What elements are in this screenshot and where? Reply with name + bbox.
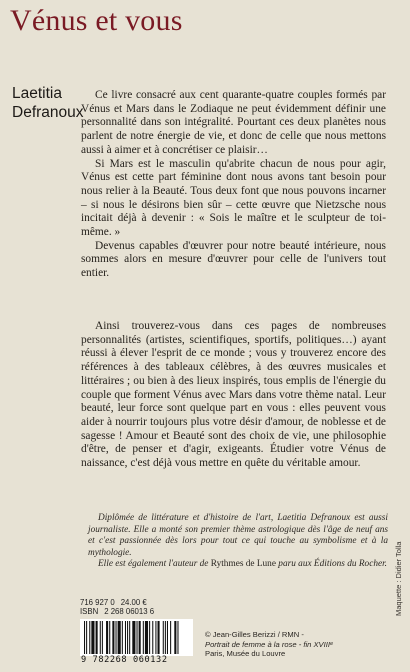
barcode-bar [143, 621, 144, 654]
barcode-bar [84, 621, 85, 654]
barcode-bar [139, 621, 141, 654]
ean-number: 9 782268 060132 [81, 655, 168, 665]
barcode-bar [174, 621, 176, 654]
barcode-bar [145, 621, 148, 654]
blurb-paragraph: Ce livre consacré aux cent quarante-quatre couples formés par Vénus et Mars dans le Zodiaque ne peut évidemment définir une personnalité dans son intégralité. Pourtant ces deux planètes nous parlent de notre énergie de vie, et donc de celle que nous mettons aussi à aimer et à concrétiser ce plaisir… [81, 89, 386, 156]
barcode-bar [100, 621, 101, 654]
blurb-section-2 [81, 320, 386, 471]
barcode-bar [149, 621, 150, 654]
other-book-title: Rythmes de Lune [210, 559, 276, 570]
photo-credit [205, 630, 395, 659]
barcode-bar [132, 621, 135, 654]
barcode-bar [89, 621, 90, 654]
barcode-bar [158, 621, 160, 654]
barcode-bar [112, 621, 114, 654]
barcode-bar [109, 621, 110, 654]
author-last-name: Defranoux [12, 104, 84, 121]
barcode-bar [86, 621, 87, 654]
barcode-bar [165, 621, 166, 654]
design-credit: Maquette : Didier Tolla [394, 541, 403, 616]
barcode-bar [125, 621, 126, 654]
barcode-bar [91, 621, 94, 654]
barcode-bar [116, 621, 117, 654]
book-title: Vénus et vous [10, 4, 183, 37]
blurb-paragraph: Si Mars est le masculin qu'abrite chacun de nous pour agir, Vénus est cette part féminine dont nous avons tant besoin pour nous relier à la Beauté. Tous deux font que nous pouvons incarner – si nous le désirons bien sûr – cette œuvre que Nietzsche nous incitait déjà à devenir : « Sois le maître et le sculpteur de toi-même. » [81, 157, 386, 239]
artwork-location: Paris, Musée du Louvre [205, 649, 286, 659]
barcode-bar [106, 621, 108, 654]
artwork-title: Portrait de femme à la rose - fin XVIIIᵉ [205, 639, 333, 649]
blurb-paragraph: Ainsi trouverez-vous dans ces pages de nombreuses personnalités (artistes, scientifiques, sportifs, politiques…) ayant réussi à élever l'esprit de ce monde ; vous y trouverez encore des références à des tableaux célèbres, à des œuvres musicales et littéraires ; ou bien à des lieux inspirés, tous emplis de l'énergie du couple que forment Vénus avec Mars dans votre thème natal. Leur beauté, leur force sont quelque part en vous : elles peuvent vous aider à nourrir toujours plus votre désir d'amour, de noblesse et de sagesse ! Amour et Beauté sont des choix de vie, une philosophie d'être, de penser et d'agir, exigeants. Étudier votre Vénus de naissance, c'est déjà vous mettre en quête du véritable amour. [81, 320, 386, 470]
barcode-bar [127, 621, 128, 654]
blurb-paragraph: Devenus capables d'œuvrer pour notre beauté intérieure, nous sommes alors en mesure d'œuvrer pour celle de l'univers tout entier. [81, 239, 386, 280]
author-name [12, 84, 84, 122]
barcode-block [80, 598, 200, 666]
bio-paragraph-other-works: Elle est également l'auteur de Rythmes de Lune paru aux Éditions du Rocher. [98, 559, 388, 570]
barcode-bar [122, 621, 123, 654]
product-code: 716 927 0 [80, 598, 115, 607]
blurb-section-1 [81, 89, 386, 281]
barcode-bar [177, 621, 178, 654]
barcode-bar [155, 621, 156, 654]
barcode-bar [102, 621, 103, 654]
author-bio [88, 513, 388, 571]
bio-paragraph: Diplômée de littérature et d'histoire de l'art, Laetitia Defranoux est aussi journaliste. Elle a monté son premier thème astrologique dès l'âge de neuf ans et c'est passionnée dès lors pour tout ce qui touche au symbolisme et à la mythologie. [88, 513, 388, 558]
barcode-bar [129, 621, 130, 654]
barcode-bar [137, 621, 138, 654]
barcode-bar [170, 621, 171, 654]
barcode-bar [96, 621, 98, 654]
isbn-label: ISBN [80, 607, 99, 616]
barcode-bars [80, 619, 193, 656]
barcode-bar [163, 621, 164, 654]
barcode-bar [118, 621, 121, 654]
barcode [80, 619, 193, 656]
price: 24.00 € [120, 598, 147, 607]
isbn-number: 2 268 06013 6 [104, 607, 155, 616]
barcode-bar [167, 621, 168, 654]
barcode-bar [152, 621, 153, 654]
photo-copyright: © Jean-Gilles Berizzi / RMN - [205, 630, 304, 639]
author-first-name: Laetitia [12, 85, 62, 102]
